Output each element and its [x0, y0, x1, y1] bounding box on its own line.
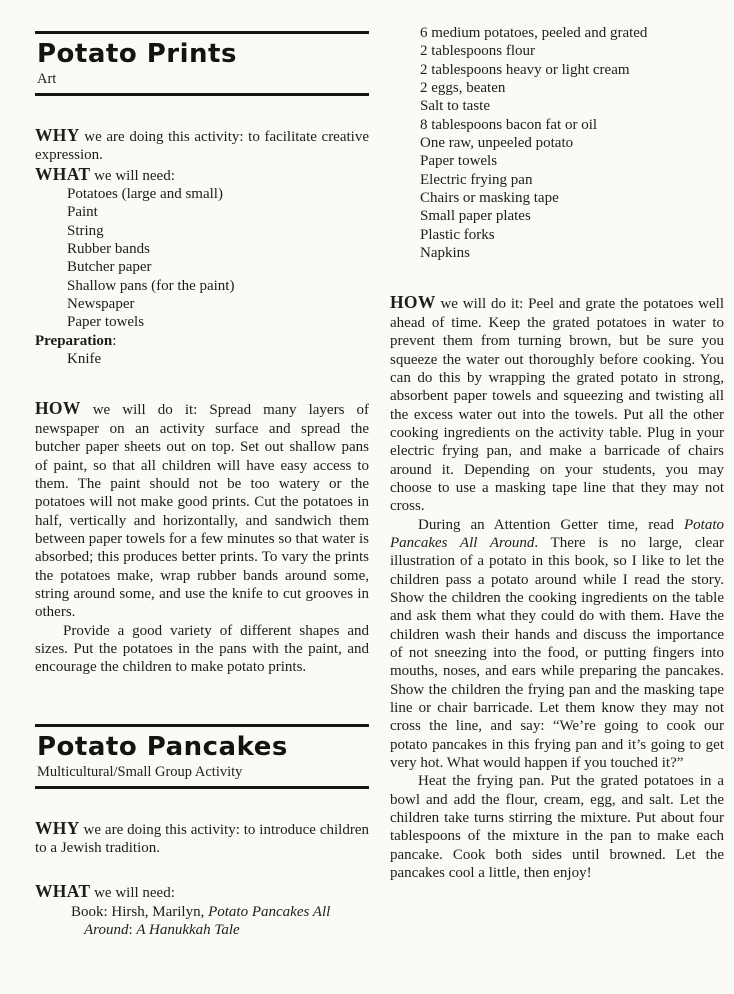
preparation-label: Preparation: [35, 332, 113, 349]
list-item: Paint: [67, 204, 98, 221]
how-label: HOW: [390, 292, 436, 313]
preparation-colon: :: [112, 332, 117, 349]
list-item: Rubber bands: [67, 241, 150, 258]
how-paragraph-pancakes: [390, 293, 724, 515]
attention-getter-paragraph: [390, 516, 724, 773]
list-item: Electric frying pan: [420, 171, 533, 188]
list-item: 2 tablespoons heavy or light cream: [420, 61, 630, 78]
list-item: Paper towels: [67, 314, 145, 331]
why-paragraph-prints: [35, 126, 369, 165]
what-text: we will need:: [90, 167, 175, 184]
what-paragraph-pancakes: [35, 882, 369, 902]
why-paragraph-pancakes: [35, 819, 369, 858]
why-label: WHY: [35, 125, 80, 145]
why-text: we are doing this activity: to introduce children to a Jewish tradition.: [35, 821, 369, 856]
activity-header-potato-prints: [35, 31, 369, 96]
how-text: we will do it: Spread many layers of newspaper on an activity surface and spread the butcher paper sheets out on top. Set out shallow pans of paint, so that all children will have easy access to them. The paint should not be too watery or the potatoes will not make good prints. Cut the potatoes in half, vertically and horizontally, and sandwich them between paper towels for a few minutes so that water is absorbed; this produces better prints. To vary the prints the potatoes make, wrap rubber bands around some, string around some, and use the knife to cut grooves in others.: [35, 402, 369, 621]
materials-list: [35, 185, 369, 332]
list-item: Paper towels: [420, 153, 498, 170]
list-item: String: [67, 222, 104, 239]
book-ref-prefix: Book: Hirsh, Marilyn,: [71, 903, 209, 920]
list-item: Plastic forks: [420, 226, 495, 243]
list-item: Potatoes (large and small): [67, 186, 223, 203]
what-text: we will need:: [90, 885, 175, 902]
list-item: Chairs or masking tape: [420, 190, 559, 207]
list-item: 2 eggs, beaten: [420, 80, 506, 97]
right-column: [390, 24, 724, 882]
attention-getter-rest: . There is no large, clear illustration of a potato in this book, so I like to let the children pass a potato around while I read the story. Show the children the cooking ingredients on the table and ask them what they could do with them. Have the children wash their hands and discuss the importance of not sneezing into the food, or putting fingers into mouths, noses, and ears while preparing the pancakes. Show the children the frying pan and the masking tape line or chair barricade. Let them know they may not cross the line, and say: “We’re going to cook our potato pancakes in this frying pan and it’s going to get very hot. What would happen if you touched it?”: [390, 534, 724, 772]
activity-category-art: Art: [37, 71, 57, 87]
how-paragraph-2-prints: Provide a good variety of different shapes and sizes. Put the potatoes in the pans with the paint, and encourage the children to make potato prints.: [35, 622, 369, 676]
list-item: 2 tablespoons flour: [420, 43, 535, 60]
what-label: WHAT: [35, 163, 91, 184]
ingredients-list: [390, 24, 724, 262]
cooking-paragraph: Heat the frying pan. Put the grated potatoes in a bowl and add the flour, cream, egg, and salt. Let the children take turns stirring the mixture. Put about four tablespoons of the mixture in the pan to make each pancake. Cook both sides until browned. Let the pancakes cool a little, then enjoy!: [390, 773, 724, 882]
list-item: Knife: [67, 351, 102, 368]
book-ref-subtitle: A Hanukkah Tale: [136, 922, 240, 938]
what-label: WHAT: [35, 881, 91, 902]
why-label: WHY: [35, 817, 80, 838]
list-item: Salt to taste: [420, 98, 490, 115]
preparation-heading: [35, 332, 369, 350]
activity-header-potato-pancakes: [35, 724, 369, 789]
list-item: Small paper plates: [420, 208, 531, 225]
how-paragraph-prints: [35, 399, 369, 621]
list-item: Shallow pans (for the paint): [67, 277, 235, 294]
list-item: One raw, unpeeled potato: [420, 135, 574, 152]
left-column: [35, 31, 369, 939]
list-item: 8 tablespoons bacon fat or oil: [420, 116, 598, 133]
preparation-list: [35, 350, 369, 368]
book-reference: [35, 903, 369, 940]
list-item: Newspaper: [67, 296, 135, 313]
how-text: we will do it: Peel and grate the potatoes well ahead of time. Keep the grated potatoes in water to prevent them from turning brown, but be sure you squeeze the water out thoroughly before cooking. You can do this by wrapping the grated potato in strong, absorbent paper towels and squeezing and twisting all the excess water out into the towels. Put all the other cooking ingredients on the activity table. Plug in your electric frying pan, and make a barricade of chairs around it. Depending on your students, you may choose to use a masking tape line that they may not cross.: [390, 296, 724, 515]
activity-title-potato-prints: Potato Prints: [37, 39, 237, 69]
activity-title-potato-pancakes: Potato Pancakes: [37, 731, 288, 762]
list-item: Butcher paper: [67, 259, 152, 276]
how-label: HOW: [35, 398, 81, 419]
activity-category-multicultural: Multicultural/Small Group Activity: [37, 763, 243, 780]
list-item: Napkins: [420, 245, 470, 262]
attention-getter-book-title: Potato Pancakes All Around: [390, 516, 724, 551]
why-text: we are doing this activity: to facilitate creative expression.: [35, 129, 369, 164]
what-paragraph-prints: [35, 165, 369, 185]
book-ref-separator: :: [128, 922, 137, 938]
list-item: 6 medium potatoes, peeled and grated: [420, 25, 648, 41]
attention-getter-prefix: During an Attention Getter time, read: [418, 516, 684, 533]
book-ref-title: Potato Pancakes All Around: [84, 903, 331, 938]
